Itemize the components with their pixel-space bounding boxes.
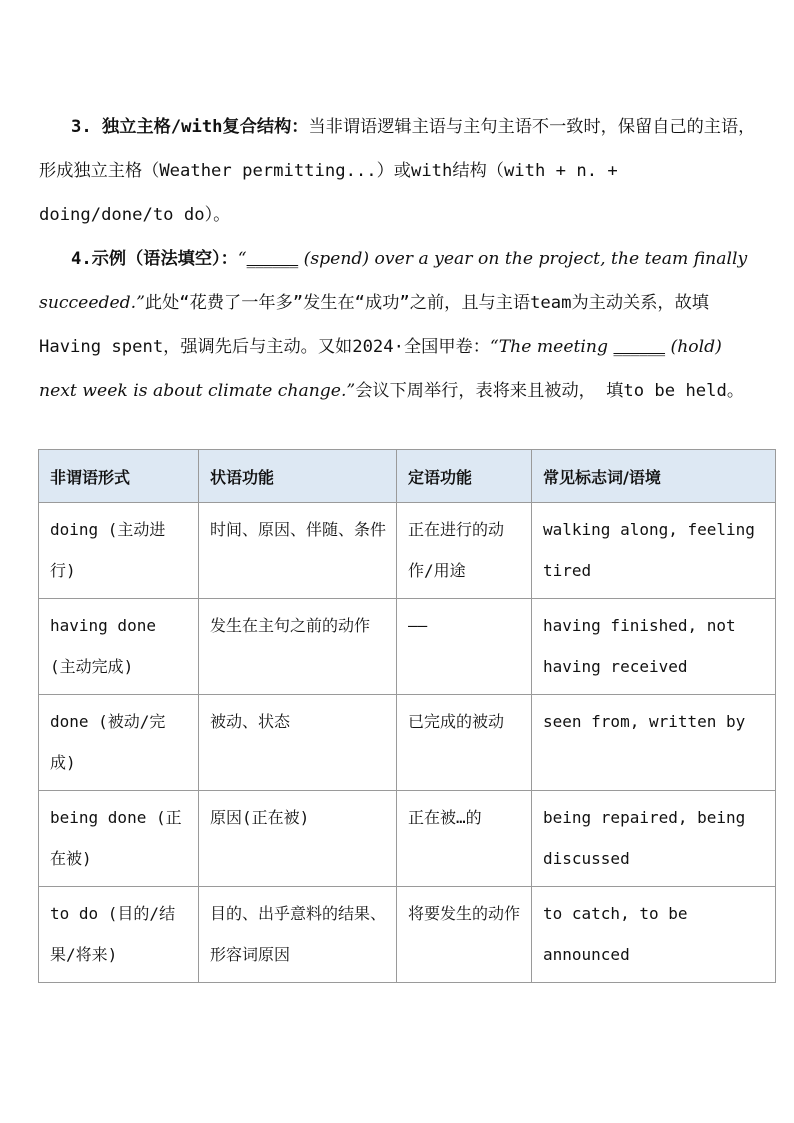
example-1-sentence: (spend) over a year on the project, the team finally succeeded.” [39,249,748,313]
cell-adverbial: 发生在主句之前的动作 [199,599,397,695]
cell-adverbial: 时间、原因、伴随、条件 [199,503,397,599]
header-markers: 常见标志词/语境 [532,450,776,503]
cell-markers: walking along, feeling tired [532,503,776,599]
example-2-explanation: 会议下周举行，表将来且被动， 填to be held。 [355,381,745,401]
cell-attributive: 已完成的被动 [397,695,532,791]
example-2-open: “The meeting [489,337,614,357]
example-1-open: “ [237,249,247,269]
cell-attributive: —— [397,599,532,695]
paragraph-4-label: 4.示例（语法填空）： [71,249,238,269]
cell-form: done (被动/完成) [39,695,199,791]
table-header-row [39,450,776,503]
cell-attributive: 正在被…的 [397,791,532,887]
header-adverbial: 状语功能 [199,450,397,503]
cell-markers: having finished, not having received [532,599,776,695]
example-2-blank: ______ [613,337,666,357]
cell-form: having done (主动完成) [39,599,199,695]
cell-markers: seen from, written by [532,695,776,791]
paragraph-example [39,237,759,413]
cell-attributive: 正在进行的动作/用途 [397,503,532,599]
table-row [39,599,776,695]
example-2-sentence: (hold) next week is about climate change.” [39,337,722,401]
cell-adverbial: 被动、状态 [199,695,397,791]
header-form: 非谓语形式 [39,450,199,503]
cell-form: doing (主动进行) [39,503,199,599]
cell-form: to do (目的/结果/将来) [39,887,199,983]
cell-attributive: 将要发生的动作 [397,887,532,983]
cell-adverbial: 目的、出乎意料的结果、形容词原因 [199,887,397,983]
cell-markers: to catch, to be announced [532,887,776,983]
cell-form: being done (正在被) [39,791,199,887]
paragraph-3-text: 当非谓语逻辑主语与主句主语不一致时，保留自己的主语，形成独立主格（Weather permitting...）或with结构（with + n. + doing/done/to do）。 [39,117,756,225]
paragraph-3-label: 3. 独立主格/with复合结构： [71,117,309,137]
table-row [39,887,776,983]
cell-adverbial: 原因(正在被) [199,791,397,887]
paragraph-independent-nominative [39,105,759,237]
table-row [39,791,776,887]
cell-markers: being repaired, being discussed [532,791,776,887]
table-row [39,695,776,791]
example-1-blank: ______ [246,249,299,269]
table-row [39,503,776,599]
example-1-explanation: 此处“花费了一年多”发生在“成功”之前，且与主语team为主动关系，故填Having spent，强调先后与主动。又如2024·全国甲卷： [39,293,709,357]
header-attributive: 定语功能 [397,450,532,503]
non-finite-verb-table [38,449,776,983]
